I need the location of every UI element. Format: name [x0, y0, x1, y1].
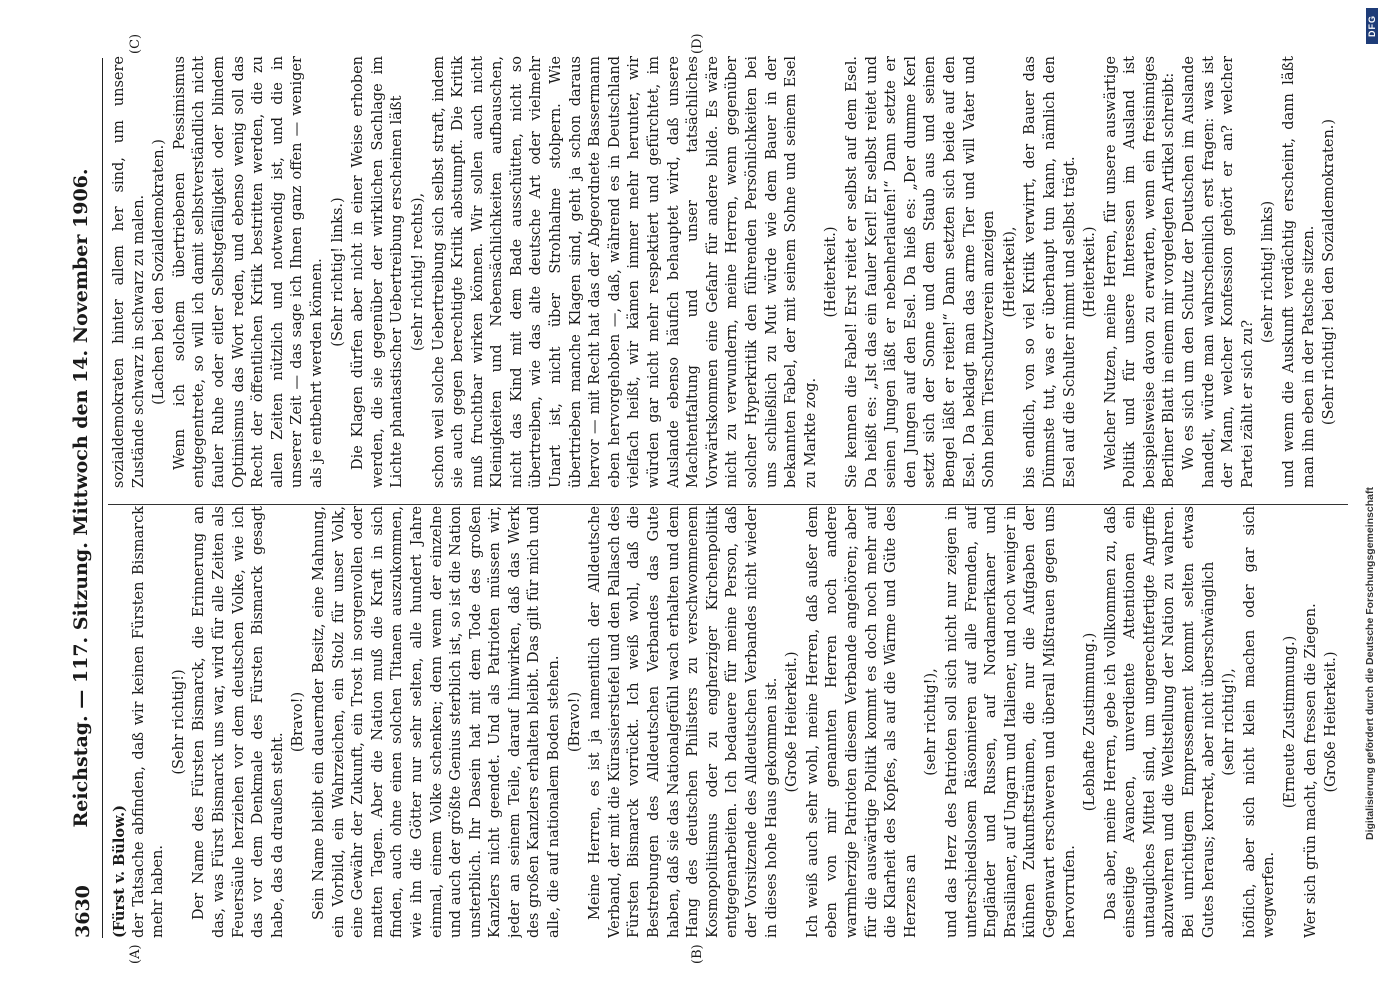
speaker-label: (Fürst v. Bülow.): [111, 805, 128, 938]
interjection: (Sehr richtig! bei den Sozialdemokraten.): [1321, 118, 1338, 426]
dfg-logo: DFG: [1366, 8, 1378, 44]
margin-marker-d: (D): [690, 33, 705, 54]
interjection: (Bravo!): [290, 691, 307, 753]
paragraph: sozialdemokraten hinter allem her sind, um unsere Zustände schwarz in schwarz zu malen.: [111, 56, 147, 488]
interjection: (Heiterkeit.): [823, 226, 840, 318]
page-header: [62, 58, 103, 938]
paragraph: Wer sich grün macht, den fressen die Ziegen.: [1302, 603, 1319, 938]
paragraph: höflich, aber sich nicht klein machen oder gar sich wegwerfen.: [1241, 506, 1278, 938]
interjection: (sehr richtig!),: [923, 668, 940, 776]
interjection: (Sehr richtig!): [170, 669, 187, 775]
margin-marker-c: (C): [128, 33, 143, 54]
interjection: (Große Heiterkeit.): [784, 651, 801, 793]
paragraph: bis endlich, von so viel Kritik verwirrt, der Bauer das Dümmste tut, was er überhaupt tun kann, nämlich den Esel auf die Schulter nimmt und selbst trägt.: [1022, 56, 1078, 488]
left-column: [110, 506, 1340, 938]
page-number: 3630: [72, 885, 94, 938]
interjection: (Bravo!): [566, 691, 583, 753]
paragraph: Sie kennen die Fabel! Erst reitet er selbst auf dem Esel. Da heißt es: „Ist das ein fauler Kerl! Er selbst reitet und seinen Jungen läßt er nebenherlaufen!“ Dann setzte er den Jungen auf den Esel. Da hieß es: „Der dumme Kerl setzt sich der Sonne und dem Staub aus und seinen Bengel läßt er reiten!“ Dann setzten sich beide auf den Esel. Da beklagt man das arme Tier und will Vater und Sohn beim Tierschutzverein anzeigen: [843, 56, 998, 488]
running-title: Reichstag. — 117. Sitzung. Mittwoch den 14. November 1906.: [70, 168, 92, 828]
column-divider: [108, 504, 1348, 505]
margin-marker-b: (B): [690, 944, 705, 964]
paragraph: und wenn die Auskunft verdächtig erscheint, dann läßt man ihn eben in der Patsche sitzen.: [1281, 56, 1317, 488]
paragraph: und das Herz des Patrioten soll sich nicht nur zeigen in unterschiedslosem Räsonnieren auf alle Fremden, auf Engländer und Russen, auf Nordamerikaner und Brasilianer, auf Ungarn und Italiener, und noch weniger in kühnen Zukunftsträumen, die nur die Aufgaben der Gegenwart erschweren und überall Mißtrauen gegen uns hervorrufen.: [943, 506, 1078, 938]
digitization-credit: Digitalisierung gefördert durch die Deutsche Forschungsgemeinschaft: [1364, 487, 1376, 840]
paragraph: schon weil solche Uebertreibung sich selbst straft, indem sie auch gegen berechtigte Kritik abstumpft. Die Kritik muß fruchtbar wirken können. Wir sollen auch nicht Kleinigkeiten und Nebensächlichkeiten aufbauschen, nicht das Kind mit dem Bade ausschütten, nicht so übertreiben, wie das alte deutsche Art oder vielmehr Unart ist, nicht über Strohhalme stolpern. Wie übertrieben manche Klagen sind, geht ja schon daraus hervor — mit Recht hat das der Abgeordnete Bassermann eben hervorgehoben —, daß, während es in Deutschland vielfach heißt, wir kämen immer mehr herunter, wir würden gar nicht mehr respektiert und gefürchtet, im Auslande ebenso häufich behauptet wird, daß unsere Machtentfaltung und unser tatsächliches Vorwärtskommen eine Gefahr für andere bilde. Es wäre nicht zu verwundern, meine Herren, wenn gegenüber solcher Hyperkritik den führenden Persönlichkeiten bei uns schließlich zu Mut würde wie dem Bauer in der bekannten Fabel, der mit seinem Sohne und seinem Esel zu Markte zog.: [430, 56, 819, 488]
paragraph: der Tatsache abfinden, daß wir keinen Fürsten Bismarck mehr haben.: [130, 506, 167, 938]
interjection: (Sehr richtig! links.): [329, 197, 346, 347]
paragraph: Wo es sich um den Schutz der Deutschen im Auslande handelt, würde man wahrscheinlich erst fragen: was ist der Mann, welcher Konfession gehört er an? welcher Partei zählt er sich zu?: [1181, 56, 1256, 488]
paragraph: Welcher Nutzen, meine Herren, für unsere auswärtige Politik und für unsere Interessen im Ausland ist beispielsweise davon zu erwarten, wenn ein freisinniges Berliner Blatt in einem mir vorgelegten Artikel schreibt:: [1102, 56, 1178, 488]
interjection: (Lachen bei den Sozialdemokraten.): [151, 139, 168, 405]
interjection: (Erneute Zustimmung.): [1282, 635, 1299, 809]
paragraph: Ich weiß auch sehr wohl, meine Herren, daß außer dem eben von mir genannten Herren noch andere warmherzige Patrioten diesem Verbande angehören; aber für die auswärtige Politik kommt es doch noch mehr auf die Klarheit des Kopfes, als auf die Wärme und Güte des Herzens an: [804, 506, 919, 938]
right-column: [110, 56, 1340, 488]
interjection: (sehr richtig! links): [1260, 200, 1277, 344]
paragraph: Das aber, meine Herren, gebe ich vollkommen zu, daß einseitige Avancen, unverdiente Attentionen ein untaugliches Mittel sind, um ungerechtfertigte Angriffe abzuwehren und die Weltstellung der Nation zu wahren. Bei unrichtigem Empressement kommt selten etwas Gutes heraus; korrekt, aber nicht überschwänglich: [1102, 506, 1217, 938]
paragraph: Meine Herren, es ist ja namentlich der Alldeutsche Verband, der mit die Kürassierstiefel und den Pallasch des Fürsten Bismarck vorrückt. Ich weiß wohl, daß die Bestrebungen des Alldeutschen Verbandes das Gute haben, daß sie das Nationalgefühl wach erhalten und dem Hang des deutschen Philisters zu verschwommenem Kosmopolitismus oder zu engherziger Kirchenpolitik entgegenarbeiten. Ich bedauere für meine Person, daß der Vorsitzende des Alldeutschen Verbandes nicht wieder in dieses hohe Haus gekommen ist.: [587, 506, 780, 938]
paragraph: Wenn ich solchem übertriebenen Pessimismus entgegentrete, so will ich damit selbstverständlich nicht fauler Ruhe oder eitler Selbstgefälligkeit oder blindem Optimismus das Wort reden, und ebenso wenig soll das Recht der öffentlichen Kritik bestritten werden, die zu allen Zeiten nützlich und notwendig ist, und die in unserer Zeit — das sage ich Ihnen ganz offen — weniger als je entbehrt werden können.: [171, 56, 325, 488]
paragraph: Die Klagen dürfen aber nicht in einer Weise erhoben werden, die sie gegenüber der wirklichen Sachlage im Lichte phantastischer Uebertreibung erscheinen läßt: [350, 56, 406, 488]
interjection: (sehr richtig! rechts),: [409, 192, 426, 352]
interjection: (Große Heiterkeit.): [1323, 651, 1340, 793]
paragraph: Sein Name bleibt ein dauernder Besitz, eine Mahnung, ein Vorbild, ein Wahrzeichen, ein Stolz für unser Volk, eine Gewähr der Zukunft, ein Trost in sorgenvollen oder matten Tagen. Aber die Nation muß die Kraft in sich finden, auch ohne einen solchen Titanen auszukommen, wie ihn die Götter nur sehr selten, alle hundert Jahre einmal, einem Volke schenken; denn wenn der einzelne und auch der größte Genius sterblich ist, so ist die Nation unsterblich. Ihr Dasein hat mit dem Tode des großen Kanzlers nicht geendet. Und als Patrioten müssen wir, jeder an seinem Teile, darauf hinwirken, daß das Werk des großen Kanzlers erhalten bleibt. Das gilt für mich und alle, die auf nationalem Boden stehen.: [310, 506, 563, 938]
interjection: (Lebhafte Zustimmung.): [1082, 632, 1099, 812]
paragraph: Der Name des Fürsten Bismarck, die Erinnerung an das, was Fürst Bismarck uns war, wird für alle Zeiten als Feuersäule herziehen vor dem deutschen Volke, wie ich das vor dem Denkmale des Fürsten Bismarck gesagt habe, das da draußen steht.: [191, 506, 286, 938]
interjection: (Heiterkeit.): [1082, 226, 1099, 318]
interjection: (Heiterkeit),: [1001, 226, 1018, 318]
interjection: (sehr richtig!),: [1221, 668, 1238, 776]
margin-marker-a: (A): [128, 944, 143, 964]
